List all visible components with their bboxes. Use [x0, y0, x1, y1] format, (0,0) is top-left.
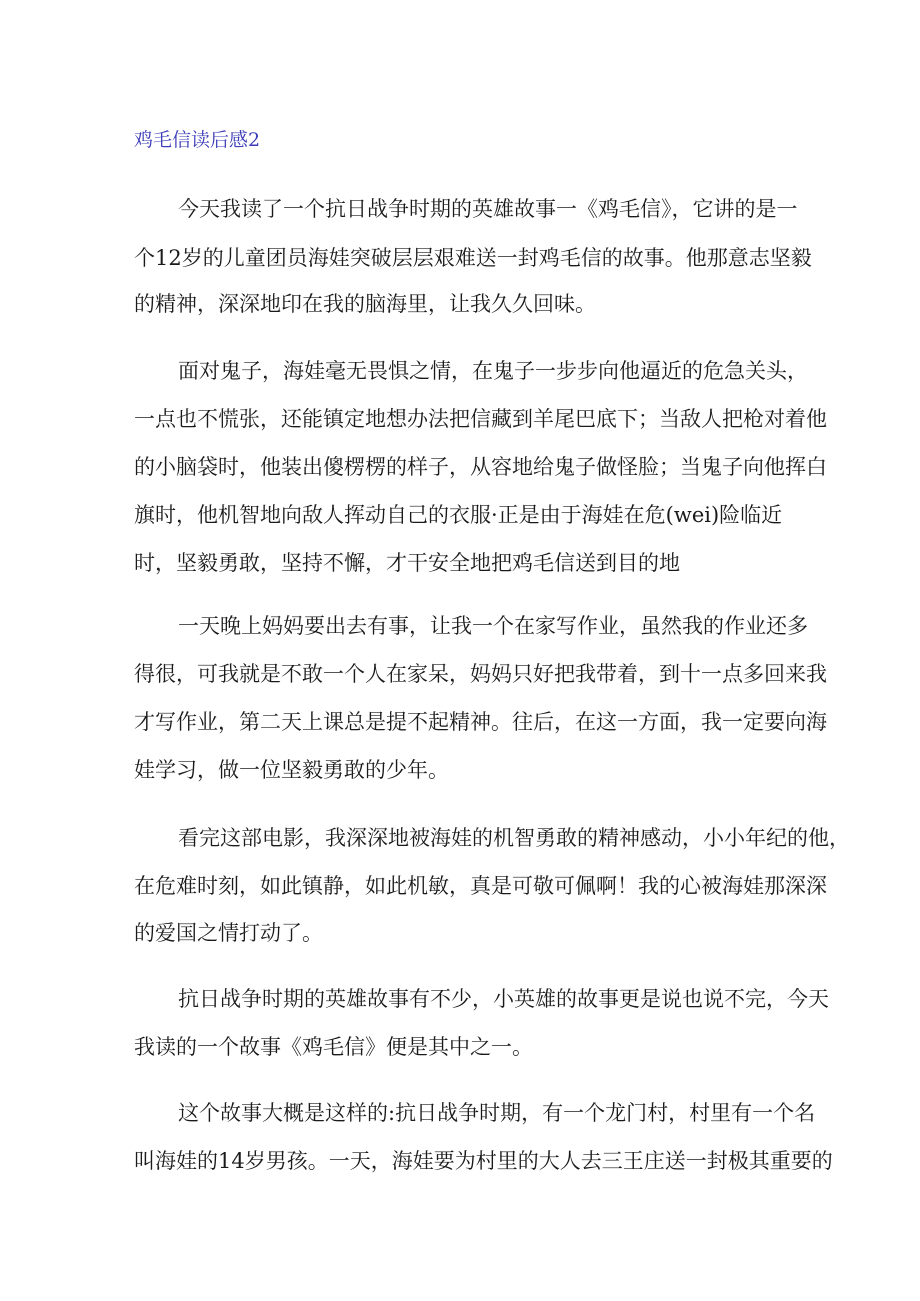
paragraph-6-line-2: 叫海娃的14岁男孩。一天，海娃要为村里的大人去三王庄送一封极其重要的: [134, 1149, 833, 1173]
paragraph-5-line-2: 我读的一个故事《鸡毛信》便是其中之一。: [134, 1035, 533, 1059]
paragraph-4-line-1: 看完这部电影，我深深地被海娃的机智勇敢的精神感动，小小年纪的他，: [178, 826, 850, 850]
paragraph-1-line-3: 的精神，深深地印在我的脑海里，让我久久回味。: [134, 292, 596, 316]
paragraph-5-line-1: 抗日战争时期的英雄故事有不少，小英雄的故事更是说也说不完，今天: [178, 987, 829, 1011]
paragraph-2-line-1: 面对鬼子，海娃毫无畏惧之情，在鬼子一步步向他逼近的危急关头，: [178, 359, 808, 383]
paragraph-3-line-4: 娃学习，做一位坚毅勇敢的少年。: [134, 758, 449, 782]
paragraph-2-line-5: 时，坚毅勇敢，坚持不懈，才干安全地把鸡毛信送到目的地: [134, 551, 680, 575]
paragraph-3-line-3: 才写作业，第二天上课总是提不起精神。往后，在这一方面，我一定要向海: [134, 710, 827, 734]
paragraph-3-line-1: 一天晚上妈妈要出去有事，让我一个在家写作业，虽然我的作业还多: [178, 614, 808, 638]
paragraph-6-line-1: 这个故事大概是这样的:抗日战争时期，有一个龙门村，村里有一个名: [178, 1101, 816, 1125]
paragraph-1-line-2: 个12岁的儿童团员海娃突破层层艰难送一封鸡毛信的故事。他那意志坚毅: [134, 246, 812, 270]
paragraph-2-line-4: 旗时，他机智地向敌人挥动自己的衣服·正是由于海娃在危(wei)险临近: [134, 503, 783, 527]
document-title: 鸡毛信读后感2: [134, 129, 261, 151]
paragraph-2-line-2: 一点也不慌张，还能镇定地想办法把信藏到羊尾巴底下；当敌人把枪对着他: [134, 407, 827, 431]
paragraph-4-line-2: 在危难时刻，如此镇静，如此机敏，真是可敬可佩啊！我的心被海娃那深深: [134, 874, 827, 898]
paragraph-2-line-3: 的小脑袋时，他装出傻楞楞的样子，从容地给鬼子做怪脸；当鬼子向他挥白: [134, 455, 827, 479]
paragraph-3-line-2: 得很，可我就是不敢一个人在家呆，妈妈只好把我带着，到十一点多回来我: [134, 662, 827, 686]
paragraph-4-line-3: 的爱国之情打动了。: [134, 921, 323, 945]
paragraph-1-line-1: 今天我读了一个抗日战争时期的英雄故事一《鸡毛信》，它讲的是一: [178, 197, 798, 221]
